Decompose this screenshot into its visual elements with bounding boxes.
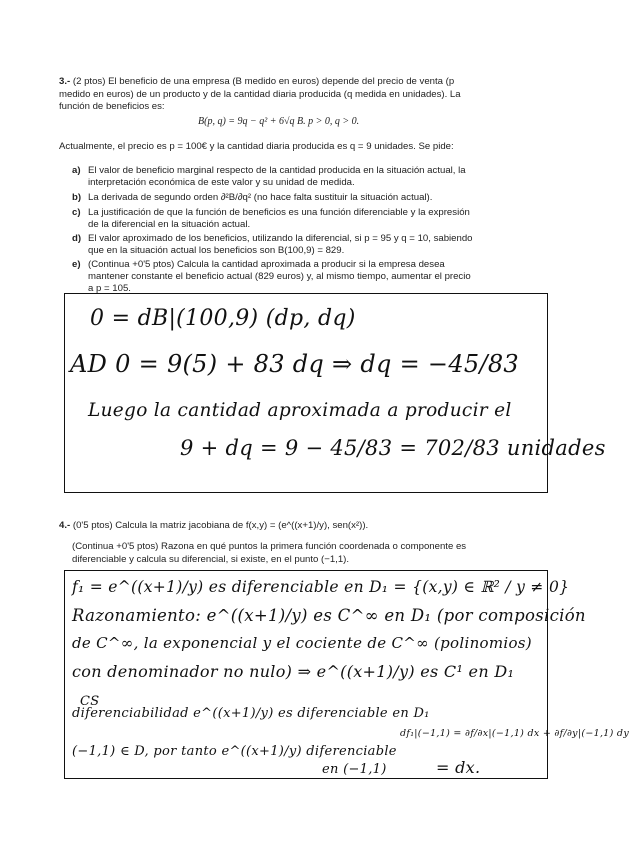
q3-item-e-text1: (Continua +0'5 ptos) Calcula la cantidad aproximada a producir si la empresa desea [88, 259, 445, 270]
q3-item-d [72, 233, 552, 257]
q4-handwriting-line9: en (−1,1) [322, 762, 387, 777]
q3-intro [59, 76, 559, 114]
q4-line1: (0'5 ptos) Calcula la matriz jacobiana de f(x,y) = (e^((x+1)/y), sen(x²)). [72, 520, 369, 531]
q3-item-b-label: b) [72, 192, 82, 203]
q3-item-b [72, 192, 552, 204]
q3-item-c [72, 207, 552, 231]
q3-item-d-text2: que en la situación actual los beneficios son B(100,9) = 829. [88, 245, 345, 256]
q3-intro-line1: (2 ptos) El beneficio de una empresa (B medido en euros) depende del precio de venta (p [72, 76, 455, 87]
q3-item-c-text2: de la diferencial en la situación actual. [88, 219, 251, 230]
q3-item-c-label: c) [72, 207, 81, 218]
q4-line3: diferenciable y calcula su diferencial, si existe, en el punto (−1,1). [72, 553, 350, 565]
q3-item-e [72, 259, 552, 295]
q3-handwriting-line1: 0 = dB|(100,9) (dp, dq) [90, 306, 356, 331]
q3-item-a-text2: interpretación económica de este valor y su unidad de medida. [88, 177, 355, 188]
q4-handwriting-line3: de C^∞, la exponencial y el cociente de C^∞ (polinomios) [72, 634, 532, 652]
q3-intro-line3: función de beneficios es: [59, 101, 165, 113]
q3-item-a [72, 165, 552, 189]
q4-intro [59, 520, 559, 533]
q3-handwriting-line3: Luego la cantidad aproximada a producir el [88, 400, 512, 421]
q3-number: 3.- [59, 76, 71, 87]
q3-item-d-text1: El valor aproximado de los beneficios, utilizando la diferencial, si p = 95 y q = 10, sabiendo [88, 233, 473, 244]
q3-current-situation: Actualmente, el precio es p = 100€ y la cantidad diaria producida es q = 9 unidades. Se pide: [59, 141, 454, 152]
q4-handwriting-line4: con denominador no nulo) ⇒ e^((x+1)/y) es C¹ en D₁ [72, 662, 515, 681]
q4-handwriting-line10: = dx. [436, 758, 481, 777]
q3-item-e-label: e) [72, 259, 81, 270]
q3-intro-line2: medido en euros) de un producto y de la cantidad diaria producida (q medida en unidades). La [59, 88, 461, 100]
q3-item-a-label: a) [72, 165, 81, 176]
q4-continuation [72, 541, 562, 566]
q3-item-b-text1: La derivada de segundo orden ∂²B/∂q² (no hace falta sustituir la situación actual). [88, 192, 433, 203]
q3-item-a-text1: El valor de beneficio marginal respecto de la cantidad producida en la situación actual, la [88, 165, 466, 176]
q3-formula: B(p, q) = 9q − q² + 6√q B. p > 0, q > 0. [198, 116, 360, 127]
q4-handwriting-line6: diferenciabilidad e^((x+1)/y) es diferenciable en D₁ [72, 706, 430, 721]
q4-handwriting-line8: (−1,1) ∈ D, por tanto e^((x+1)/y) diferenciable [72, 744, 397, 759]
q4-line2: (Continua +0'5 ptos) Razona en qué puntos la primera función coordenada o componente es [72, 541, 467, 552]
q3-handwriting-line2: AD 0 = 9(5) + 83 dq ⇒ dq = −45/83 [70, 350, 520, 378]
q4-handwriting-line7: df₁|(−1,1) = ∂f/∂x|(−1,1) dx + ∂f/∂y|(−1,1) dy [400, 728, 629, 739]
q4-handwriting-line2: Razonamiento: e^((x+1)/y) es C^∞ en D₁ (por composición [72, 606, 586, 625]
q3-handwriting-line4: 9 + dq = 9 − 45/83 = 702/83 unidades [180, 436, 606, 460]
q3-item-e-text3: a p = 105. [88, 283, 131, 294]
q4-handwriting-line5: CS [80, 694, 100, 709]
q3-item-c-text1: La justificación de que la función de beneficios es una función diferenciable y la expresión [88, 207, 470, 218]
q3-item-d-label: d) [72, 233, 82, 244]
q4-number: 4.- [59, 520, 71, 531]
q3-item-e-text2: mantener constante el beneficio actual (829 euros) y, al mismo tiempo, aumentar el precio [88, 271, 471, 282]
q4-handwriting-line1: f₁ = e^((x+1)/y) es diferenciable en D₁ = {(x,y) ∈ ℝ² / y ≠ 0} [72, 578, 570, 596]
